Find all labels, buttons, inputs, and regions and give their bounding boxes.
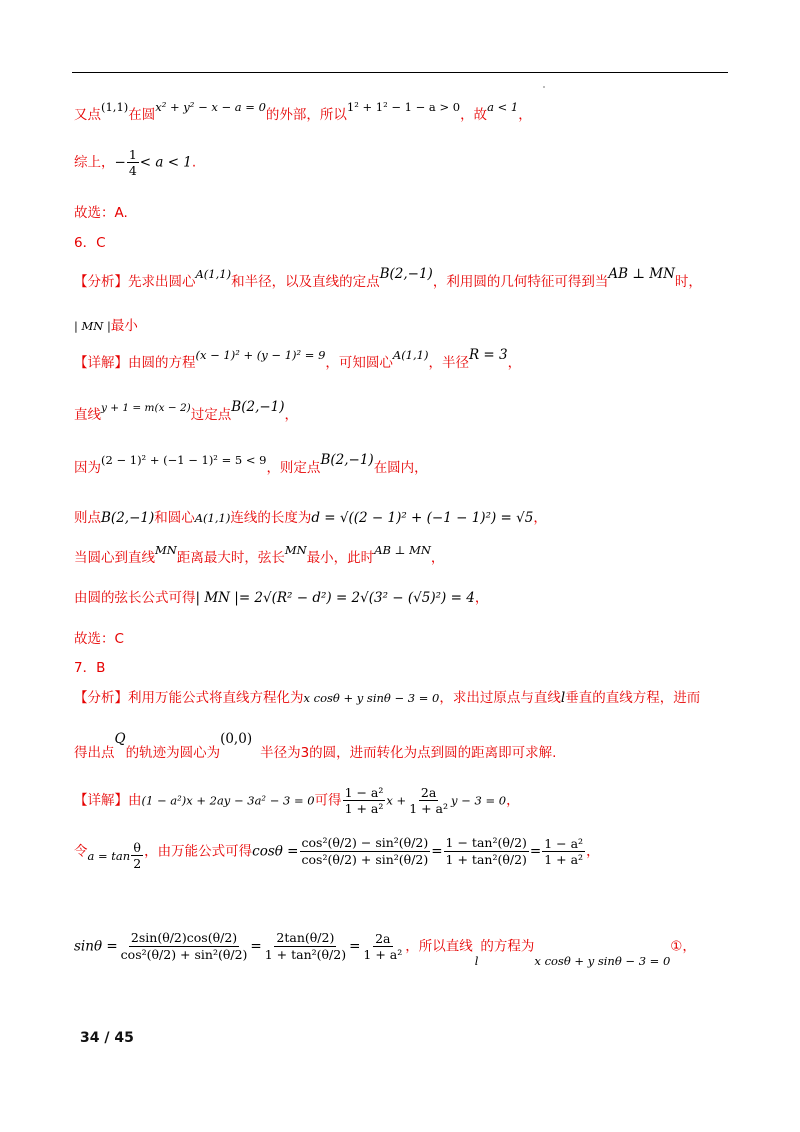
math: B(2,−1) xyxy=(379,266,433,282)
text: 因为 xyxy=(74,460,101,476)
numerator: 1 − a² xyxy=(544,836,584,851)
fraction xyxy=(407,785,450,816)
denominator: 1 + tan²(θ/2) xyxy=(264,947,347,962)
text: ， xyxy=(474,590,489,606)
text: 连线的长度为 xyxy=(230,510,312,526)
equals: = xyxy=(250,938,262,955)
text: ， xyxy=(506,792,520,809)
text: ， xyxy=(586,843,600,860)
line-14 xyxy=(74,656,105,676)
fraction xyxy=(542,836,585,867)
fraction xyxy=(361,931,404,962)
math: B(2,−1) xyxy=(101,510,155,526)
math: x cosθ + y sinθ − 3 = 0 xyxy=(303,691,440,705)
text: 最小 xyxy=(110,318,138,334)
text: ，求出过原点与直线 xyxy=(439,690,561,706)
numerator: 1 xyxy=(128,147,137,162)
math: a < 1 xyxy=(487,100,519,114)
text: 距离最大时，弦长 xyxy=(176,550,285,566)
text: ， xyxy=(284,407,299,423)
text: 的外部，所以 xyxy=(265,107,347,123)
denominator: 1 + tan²(θ/2) xyxy=(445,852,527,867)
math: − xyxy=(114,154,126,171)
numerator: 1 − a² xyxy=(344,785,384,800)
text: ，半径 xyxy=(428,355,469,371)
text: ，可知圆心 xyxy=(325,355,393,371)
fraction xyxy=(300,835,431,868)
text: 【分析】先求出圆心 xyxy=(74,274,196,290)
fraction xyxy=(343,785,386,816)
numerator: 2a xyxy=(375,931,391,946)
text: ，故 xyxy=(460,107,488,123)
text: ，则定点 xyxy=(266,460,321,476)
math: (1 − a²)x + 2ay − 3a² − 3 = 0 xyxy=(141,793,315,808)
text: 【分析】利用万能公式将直线方程化为 xyxy=(74,690,304,706)
text: ， xyxy=(518,107,532,123)
equals: = xyxy=(529,843,542,860)
line-8 xyxy=(74,399,299,423)
math: (0,0) xyxy=(220,731,253,747)
math: AB ⊥ MN xyxy=(374,543,431,557)
math: a = tan xyxy=(87,848,131,863)
math: B(2,−1) xyxy=(231,399,285,415)
text: 垂直的直线方程，进而 xyxy=(565,690,701,706)
numerator: 2a xyxy=(420,785,437,800)
math: 1² + 1² − 1 − a > 0 xyxy=(346,100,461,114)
fraction xyxy=(131,840,143,871)
text: 故选：C xyxy=(74,631,124,647)
text: 的轨迹为圆心为 xyxy=(125,745,221,761)
numerator: θ xyxy=(133,840,141,855)
text: ， xyxy=(507,355,522,371)
line-9 xyxy=(74,452,428,476)
line-6 xyxy=(74,314,138,334)
numerator: 2tan(θ/2) xyxy=(276,930,335,945)
math: l xyxy=(560,690,566,706)
line-12 xyxy=(74,586,488,606)
denominator: 2 xyxy=(133,856,142,871)
fraction xyxy=(444,835,529,868)
numerator: cos²(θ/2) − sin²(θ/2) xyxy=(301,835,429,850)
text: 当圆心到直线 xyxy=(74,550,155,566)
text: 过定点 xyxy=(190,407,232,423)
math: y + 1 = m(x − 2) xyxy=(101,402,191,414)
line-1 xyxy=(74,100,532,123)
text: 则点 xyxy=(74,510,101,526)
math: x + xyxy=(386,793,407,808)
line-19 xyxy=(74,930,696,968)
denominator: cos²(θ/2) + sin²(θ/2) xyxy=(301,852,429,867)
text: 【详解】由圆的方程 xyxy=(74,355,196,371)
math: MN xyxy=(284,543,307,557)
math: R = 3 xyxy=(468,347,508,363)
text: ， xyxy=(533,510,547,526)
line-2 xyxy=(74,147,196,178)
denominator: cos²(θ/2) + sin²(θ/2) xyxy=(120,947,248,962)
text: ， xyxy=(430,550,445,566)
math: y − 3 = 0 xyxy=(451,793,507,808)
text: 令 xyxy=(74,843,88,860)
math: A(1,1) xyxy=(195,267,232,281)
fraction xyxy=(127,147,139,178)
text: 半径为3的圆，进而转化为点到圆的距离即可求解. xyxy=(260,745,557,761)
text: 在圆 xyxy=(128,107,156,123)
denominator: 1 + a² xyxy=(363,947,403,962)
header-rule xyxy=(72,72,728,73)
text: ，所以直线 xyxy=(405,938,473,955)
line-4 xyxy=(74,231,106,251)
text: 时， xyxy=(674,274,702,290)
line-7 xyxy=(74,347,522,371)
line-3 xyxy=(74,201,128,221)
question-number: 7．B xyxy=(74,660,106,676)
text: . xyxy=(191,154,197,171)
text: ①， xyxy=(670,938,696,955)
line-18 xyxy=(74,835,600,871)
text: 可得 xyxy=(314,792,342,809)
text: 【详解】由 xyxy=(74,792,142,809)
math: sinθ = xyxy=(74,938,118,955)
fraction xyxy=(119,930,250,963)
scan-dot xyxy=(543,86,545,88)
math: (1,1) xyxy=(101,100,129,114)
text: 的方程为 xyxy=(480,938,535,955)
line-15 xyxy=(74,686,700,706)
line-16 xyxy=(74,731,557,761)
math: | MN | xyxy=(74,319,111,333)
math: A(1,1) xyxy=(194,511,231,525)
text: 最小，此时 xyxy=(306,550,375,566)
math: l xyxy=(474,953,479,968)
equals: = xyxy=(349,938,361,955)
page-indicator: 34 / 45 xyxy=(80,1030,134,1046)
math: A(1,1) xyxy=(392,348,429,362)
fraction xyxy=(263,930,348,963)
line-11 xyxy=(74,543,445,566)
math: MN xyxy=(155,543,177,557)
denominator: 1 + a² xyxy=(409,801,449,816)
math: (x − 1)² + (y − 1)² = 9 xyxy=(195,348,326,362)
text: 故选：A. xyxy=(74,205,128,221)
text: 得出点 xyxy=(74,745,115,761)
math: Q xyxy=(114,731,126,747)
denominator: 1 + a² xyxy=(544,852,584,867)
math: (2 − 1)² + (−1 − 1)² = 5 < 9 xyxy=(101,453,267,467)
text: 和半径，以及直线的定点 xyxy=(231,274,380,290)
numerator: 2sin(θ/2)cos(θ/2) xyxy=(130,930,238,945)
text: ，利用圆的几何特征可得到当 xyxy=(432,274,609,290)
line-10 xyxy=(74,506,547,526)
math: AB ⊥ MN xyxy=(608,266,675,282)
numerator: 1 − tan²(θ/2) xyxy=(445,835,527,850)
line-5 xyxy=(74,266,702,290)
math: B(2,−1) xyxy=(320,452,374,468)
text: 直线 xyxy=(74,407,101,423)
math: | MN |= 2√(R² − d²) = 2√(3² − (√5)²) = 4 xyxy=(195,590,475,606)
text: 综上， xyxy=(74,154,115,171)
question-number: 6．C xyxy=(74,235,106,251)
text: ，由万能公式可得 xyxy=(144,843,253,860)
math: x² + y² − x − a = 0 xyxy=(155,100,266,114)
line-17 xyxy=(74,785,520,816)
denominator: 4 xyxy=(128,163,137,178)
text: 和圆心 xyxy=(154,510,195,526)
equals: = xyxy=(431,843,443,860)
text: 又点 xyxy=(74,107,101,123)
math: < a < 1 xyxy=(139,154,192,171)
denominator: 1 + a² xyxy=(344,801,384,816)
line-13 xyxy=(74,627,124,647)
text: 在圆内， xyxy=(373,460,428,476)
math: x cosθ + y sinθ − 3 = 0 xyxy=(534,953,671,968)
math: d = √((2 − 1)² + (−1 − 1)²) = √5 xyxy=(311,510,534,526)
text: 由圆的弦长公式可得 xyxy=(74,590,196,606)
math: cosθ = xyxy=(252,843,299,860)
